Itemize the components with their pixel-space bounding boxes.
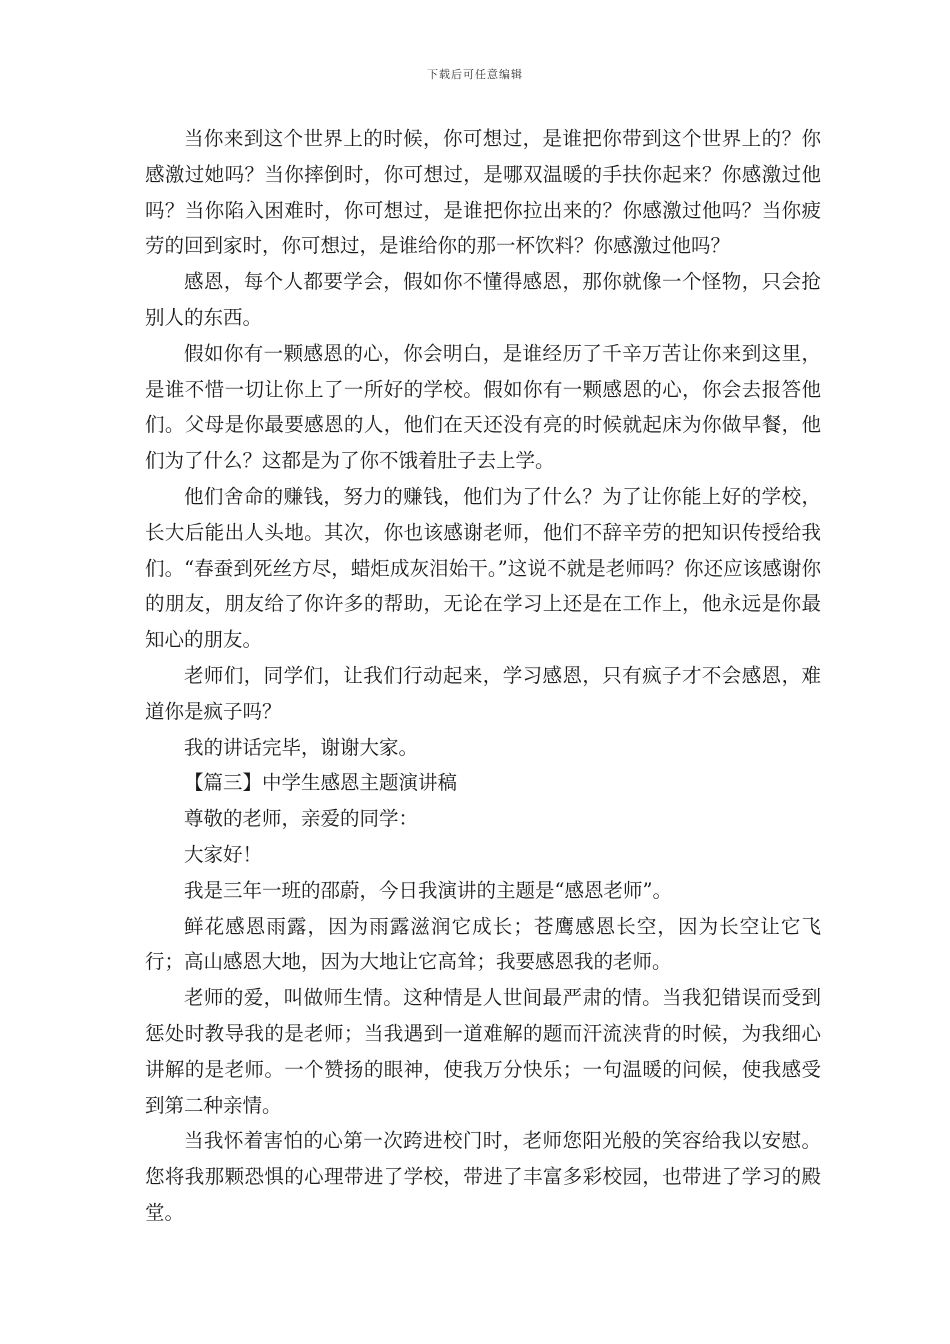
paragraph: 老师们，同学们，让我们行动起来，学习感恩，只有疯子才不会感恩，难道你是疯子吗？: [145, 663, 821, 723]
document-body: [145, 121, 821, 1231]
paragraph: 鲜花感恩雨露，因为雨露滋润它成长；苍鹰感恩长空，因为长空让它飞行；高山感恩大地，因为大地让它高耸；我要感恩我的老师。: [145, 914, 821, 974]
paragraph: 假如你有一颗感恩的心，你会明白，是谁经历了千辛万苦让你来到这里，是谁不惜一切让你上了一所好的学校。假如你有一颗感恩的心，你会去报答他们。父母是你最要感恩的人，他们在天还没有亮的时候就起床为你做早餐，他们为了什么？这都是为了你不饿着肚子去上学。: [145, 341, 821, 473]
greeting: 大家好！: [184, 842, 263, 866]
page-header: 下载后可任意编辑: [427, 68, 523, 81]
paragraph: 当你来到这个世界上的时候，你可想过，是谁把你带到这个世界上的？你感激过她吗？当你摔倒时，你可想过，是哪双温暖的手扶你起来？你感激过他吗？当你陷入困难时，你可想过，是谁把你拉出来的？你感激过他吗？当你疲劳的回到家时，你可想过，是谁给你的那一杯饮料？你感激过他吗？: [145, 127, 821, 258]
salutation: 尊敬的老师，亲爱的同学：: [184, 807, 419, 831]
paragraph: 他们舍命的赚钱，努力的赚钱，他们为了什么？为了让你能上好的学校，长大后能出人头地。其次，你也该感谢老师，他们不辞辛劳的把知识传授给我们。“春蚕到死丝方尽，蜡炬成灰泪始干。”这说不就是老师吗？你还应该感谢你的朋友，朋友给了你许多的帮助，无论在学习上还是在工作上，他永远是你最知心的朋友。: [145, 484, 821, 652]
section-heading: 【篇三】中学生感恩主题演讲稿: [184, 771, 458, 795]
paragraph: 当我怀着害怕的心第一次跨进校门时，老师您阳光般的笑容给我以安慰。您将我那颗恐惧的心理带进了学校，带进了丰富多彩校园，也带进了学习的殿堂。: [145, 1129, 821, 1224]
paragraph: 感恩，每个人都要学会，假如你不懂得感恩，那你就像一个怪物，只会抢别人的东西。: [145, 270, 821, 329]
paragraph: 老师的爱，叫做师生情。这种情是人世间最严肃的情。当我犯错误而受到惩处时教导我的是老师；当我遇到一道难解的题而汗流浃背的时候，为我细心讲解的是老师。一个赞扬的眼神，使我万分快乐；一句温暖的问候，使我感受到第二种亲情。: [145, 986, 821, 1117]
paragraph: 我是三年一班的邵蔚，今日我演讲的主题是“感恩老师”。: [184, 878, 672, 902]
paragraph: 我的讲话完毕，谢谢大家。: [184, 735, 419, 759]
